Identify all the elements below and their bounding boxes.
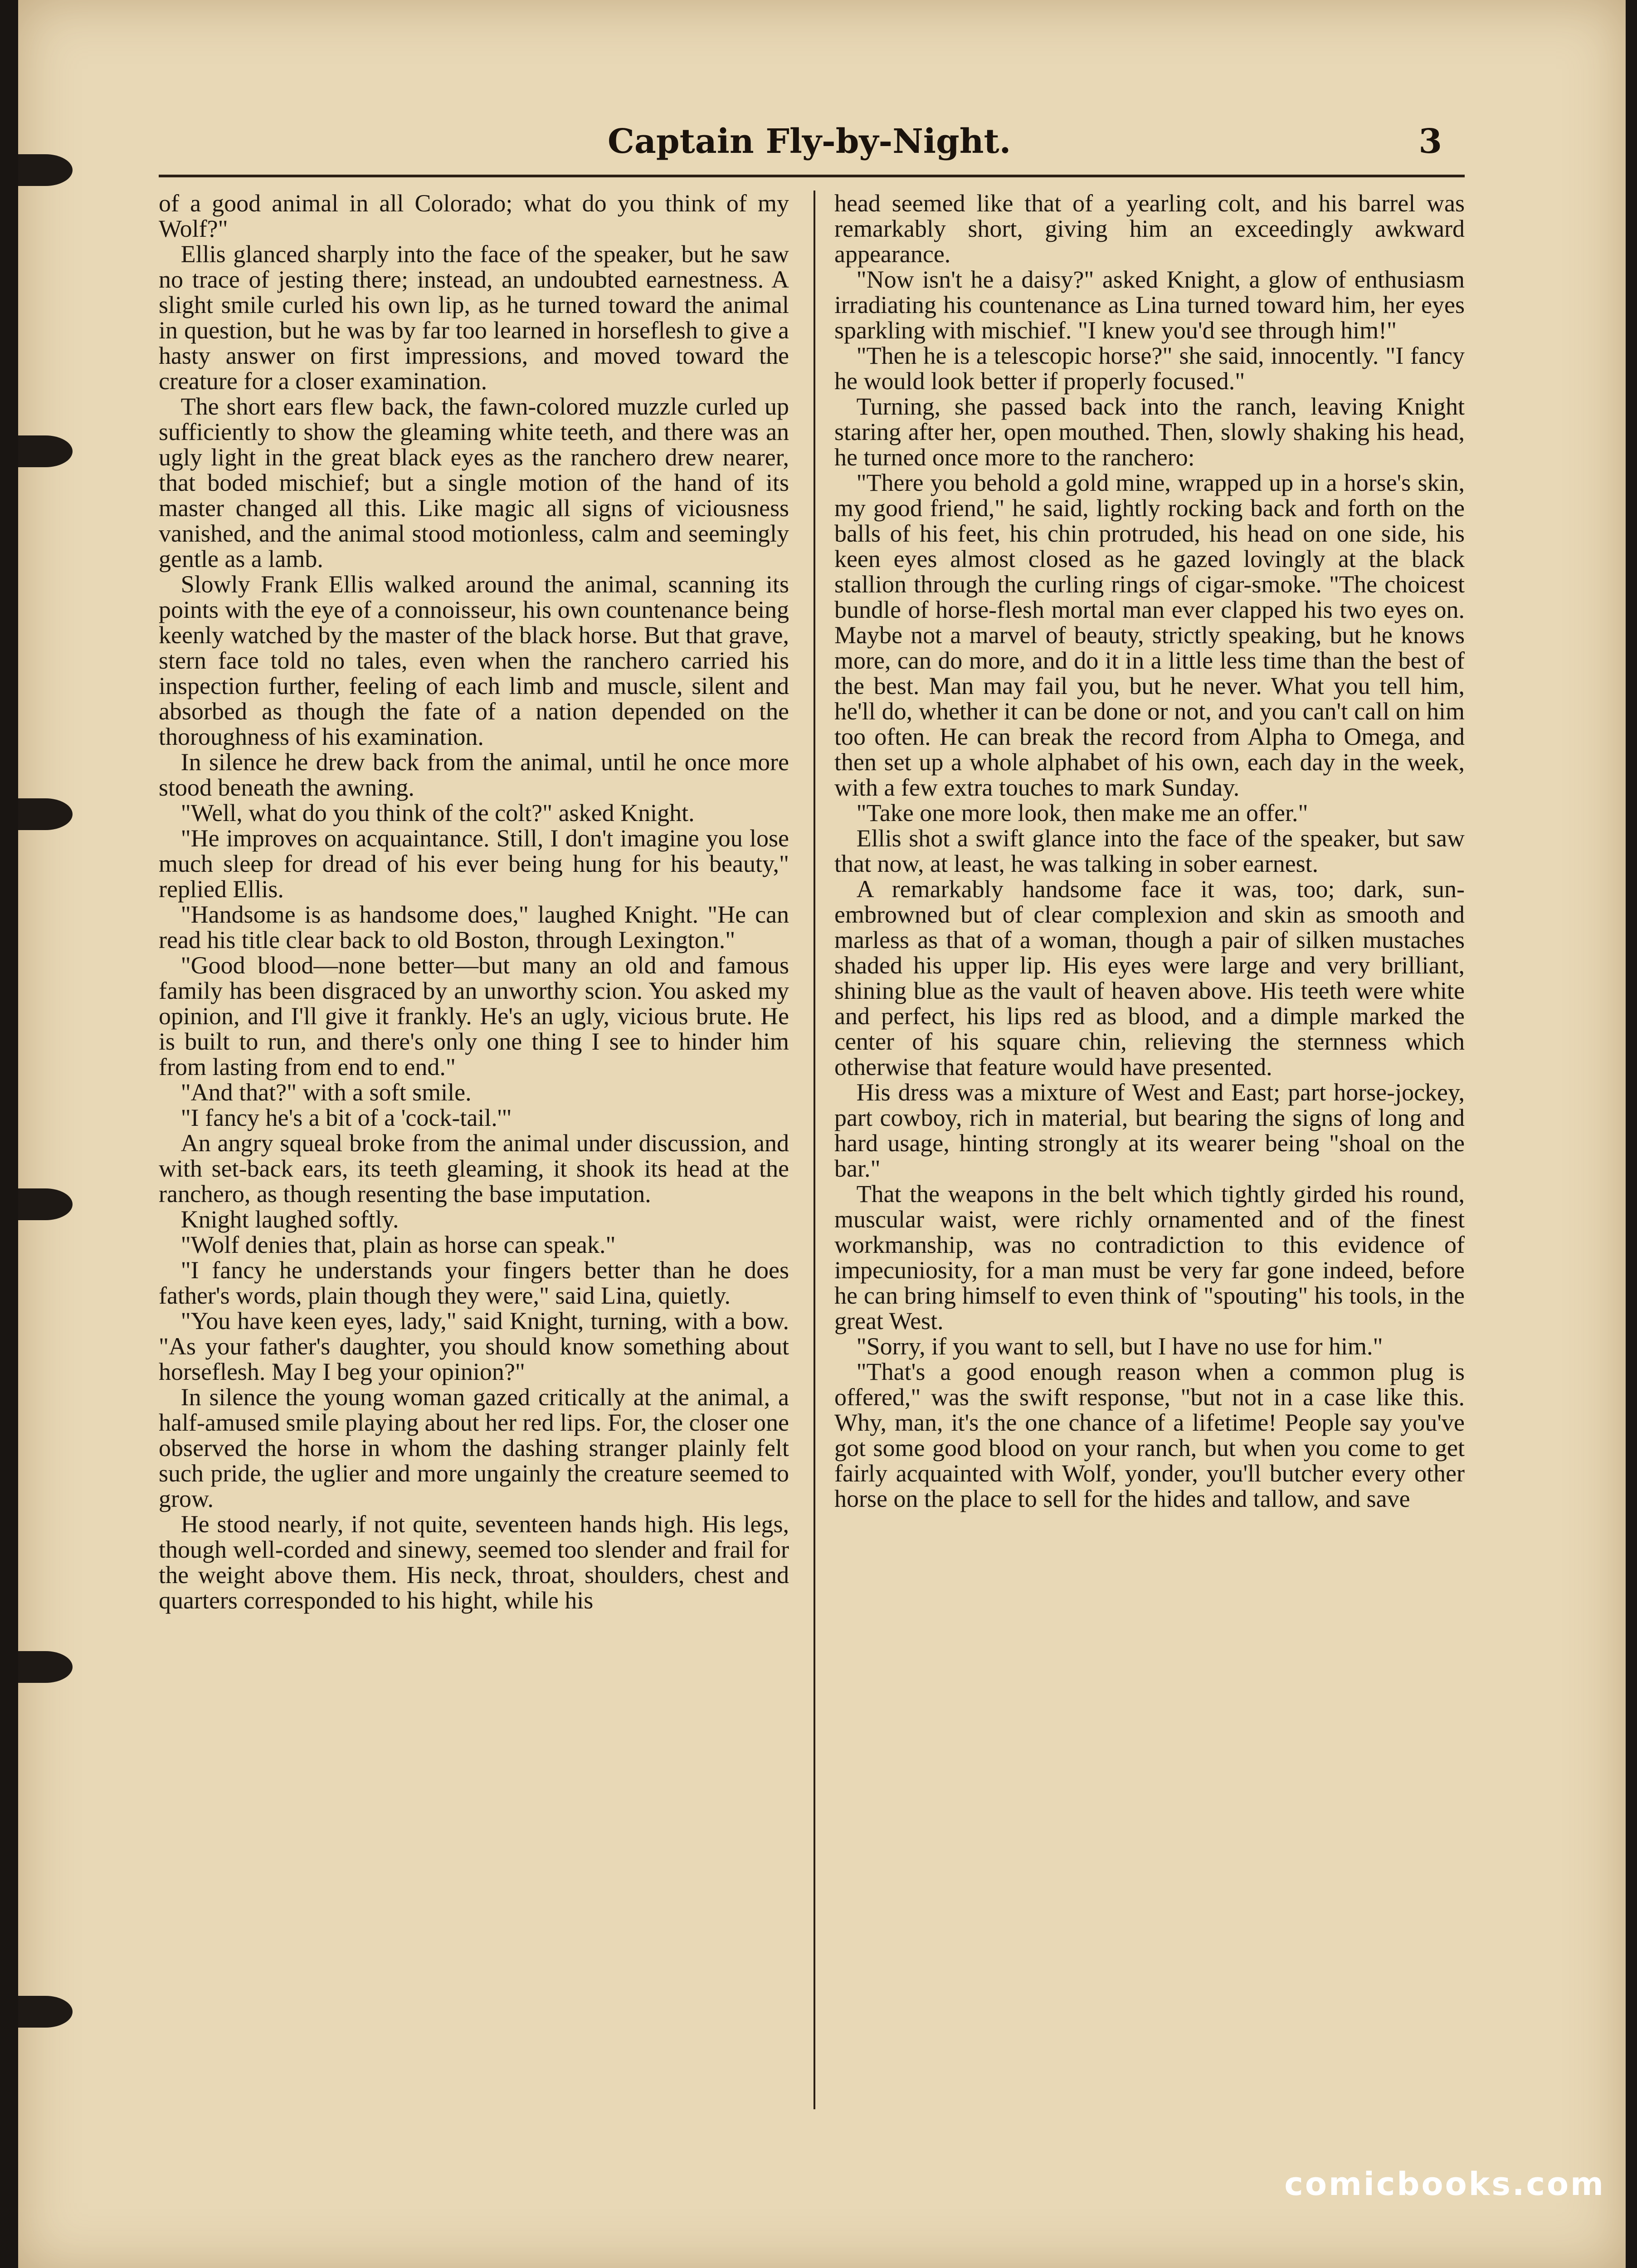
paragraph: Ellis shot a swift glance into the face of the speaker, but saw that now, at least, he was talking in sober earnest.: [834, 825, 1465, 877]
paragraph: Slowly Frank Ellis walked around the animal, scanning its points with the eye of a connoisseur, his own countenance being keenly watched by the master of the black horse. But that grave, stern face told no tales, even when the ranchero carried his inspection further, feeling of each limb and muscle, silent and absorbed as though the fate of a nation depended on the thoroughness of his examination.: [159, 571, 789, 750]
paragraph: A remarkably handsome face it was, too; dark, sun-embrowned but of clear complexion and skin as smooth and marless as that of a woman, though a pair of silken mustaches shaded his upper lip. His eyes were large and very brilliant, shining blue as the vault of heaven above. His teeth were white and perfect, his lips red as blood, and a dimple marked the center of his square chin, relieving the sternness which otherwise that feature would have presented.: [834, 875, 1465, 1080]
column-divider: [814, 191, 815, 2109]
binding-hole: [18, 798, 73, 830]
paragraph: head seemed like that of a yearling colt, and his barrel was remarkably short, giving him an exceedingly awkward appearance.: [834, 191, 1465, 268]
paragraph: The short ears flew back, the fawn-colored muzzle curled up sufficiently to show the gleaming white teeth, and there was an ugly light in the great black eyes as the ranchero drew nearer, that boded mischief; but a single motion of the hand of its master changed all this. Like magic all signs of viciousness vanished, and the animal stood motionless, calm and seemingly gentle as a lamb.: [159, 393, 789, 572]
paragraph: "Sorry, if you want to sell, but I have no use for him.": [856, 1333, 1383, 1360]
paragraph: "That's a good enough reason when a common plug is offered," was the swift response, "but not in a case like this. Why, man, it's the one chance of a lifetime! People say you've got some good blood on your ranch, but when you come to get fairly acquainted with Wolf, yonder, you'll butcher every other horse on the place to sell for the hides and tallow, and save: [834, 1358, 1465, 1512]
paragraph: Turning, she passed back into the ranch, leaving Knight staring after her, open mouthed. Then, slowly shaking his head, he turned once more to the ranchero:: [834, 393, 1465, 471]
left-column: [159, 191, 789, 2109]
watermark: comicbooks.com: [1284, 2165, 1605, 2203]
paragraph: "I fancy he understands your fingers better than he does father's words, plain though they were," said Lina, quietly.: [159, 1256, 789, 1309]
binding-hole: [18, 154, 73, 186]
paragraph: "You have keen eyes, lady," said Knight, turning, with a bow. "As your father's daughter, you should know something about horseflesh. May I beg your opinion?": [159, 1307, 789, 1385]
paragraph: An angry squeal broke from the animal under discussion, and with set-back ears, its teeth gleaming, it shook its head at the ranchero, as though resenting the base imputation.: [159, 1129, 789, 1207]
binding-hole: [18, 1188, 73, 1220]
paragraph: "And that?" with a soft smile.: [180, 1079, 472, 1106]
paragraph: In silence the young woman gazed critically at the animal, a half-amused smile playing about her red lips. For, the closer one observed the horse in whom the dashing stranger plainly felt such pride, the uglier and more ungainly the creature seemed to grow.: [159, 1383, 789, 1512]
paragraph: "Well, what do you think of the colt?" asked Knight.: [180, 799, 695, 826]
paragraph: "Take one more look, then make me an offer.": [856, 799, 1308, 826]
running-title: Captain Fly-by-Night.: [608, 122, 1011, 161]
paragraph: "There you behold a gold mine, wrapped up in a horse's skin, my good friend," he said, lightly rocking back and forth on the balls of his feet, his chin protruded, his head on one side, his keen eyes almost closed as he gazed lovingly at the black stallion through the curling rings of cigar-smoke. "The choicest bundle of horse-flesh mortal man ever clapped his two eyes on. Maybe not a marvel of beauty, strictly speaking, but he knows more, can do more, and do it in a little less time than the best of the best. Man may fail you, but he never. What you tell him, he'll do, whether it can be done or not, and you can't call on him too often. He can break the record from Alpha to Omega, and then set up a whole alphabet of his own, each day in the week, with a few extra touches to mark Sunday.: [834, 469, 1465, 801]
paragraph: of a good animal in all Colorado; what do you think of my Wolf?": [159, 191, 789, 242]
paragraph: He stood nearly, if not quite, seventeen hands high. His legs, though well-corded and sinewy, seemed too slender and frail for the weight above them. His neck, throat, shoulders, chest and quarters corresponded to his hight, while his: [159, 1510, 789, 1614]
paragraph: That the weapons in the belt which tightly girded his round, muscular waist, were richly ornamented and of the finest workmanship, was no contradiction to this evidence of impecuniosity, for a man must be very far gone indeed, before he can bring himself to even think of "spouting" his tools, in the great West.: [834, 1180, 1465, 1334]
paragraph: "Now isn't he a daisy?" asked Knight, a glow of enthusiasm irradiating his countenance as Lina turned toward him, her eyes sparkling with mischief. "I knew you'd see through him!": [834, 266, 1465, 344]
book-page: [18, 0, 1626, 2268]
paragraph: Ellis glanced sharply into the face of the speaker, but he saw no trace of jesting there; instead, an undoubted earnestness. A slight smile curled his own lip, as he turned toward the animal in question, but he was by far too learned in horseflesh to give a hasty answer on first impressions, and moved toward the creature for a closer examination.: [159, 240, 789, 395]
binding-hole: [18, 1651, 73, 1683]
paragraph: "He improves on acquaintance. Still, I don't imagine you lose much sleep for dread of his ever being hung for his beauty," replied Ellis.: [159, 825, 789, 903]
paragraph: In silence he drew back from the animal, until he once more stood beneath the awning.: [159, 748, 789, 801]
page-number: 3: [1418, 122, 1442, 161]
header-rule: [159, 175, 1465, 177]
binding-hole: [18, 1996, 73, 2028]
paragraph: His dress was a mixture of West and East; part horse-jockey, part cowboy, rich in material, but bearing the signs of long and hard usage, hinting strongly at its wearer being "shoal on the bar.": [834, 1079, 1465, 1182]
paragraph: "Handsome is as handsome does," laughed Knight. "He can read his title clear back to old Boston, through Lexington.": [159, 901, 789, 953]
paragraph: "Wolf denies that, plain as horse can speak.": [180, 1231, 616, 1258]
paragraph: "Good blood—none better—but many an old and famous family has been disgraced by an unworthy scion. You asked my opinion, and I'll give it frankly. He's an ugly, vicious brute. He is built to run, and there's only one thing I see to hinder him from lasting from end to end.": [159, 952, 789, 1080]
paragraph: Knight laughed softly.: [180, 1206, 399, 1233]
paragraph: "Then he is a telescopic horse?" she said, innocently. "I fancy he would look better if properly focused.": [834, 342, 1465, 395]
paragraph: "I fancy he's a bit of a 'cock-tail.'": [180, 1104, 512, 1131]
binding-hole: [18, 435, 73, 467]
right-column: [834, 191, 1465, 2109]
